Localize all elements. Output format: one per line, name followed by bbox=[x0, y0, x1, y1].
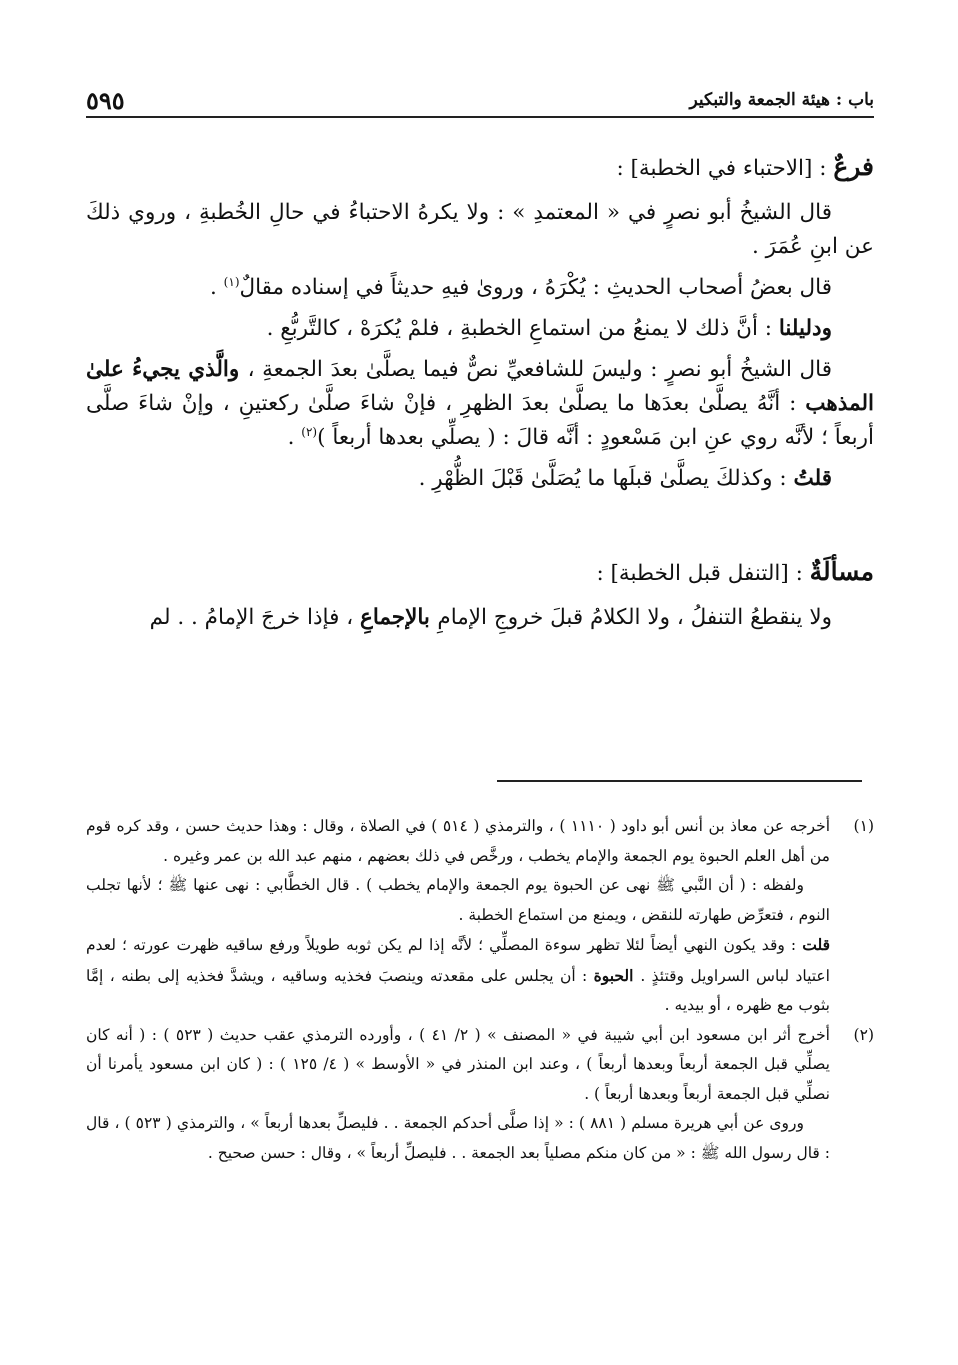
section-label-masala: مسألَةٌ bbox=[809, 557, 874, 586]
section-title: : [الاحتباء في الخطبة] : bbox=[616, 156, 834, 181]
paragraph-end: . bbox=[210, 275, 224, 300]
section-label-far: فرعٌ bbox=[833, 152, 874, 181]
footnote-text-part: : أن يجلس على مقعدته وينصبَ فخذيه وساقيه ، ويشدَّ فخذيه إلى بطنه ، إمَّا بثوب مع ظهره ، أو بيديه . bbox=[86, 966, 830, 1014]
footnote-text-part: : وقد يكون النهي أيضاً لئلا تظهر سوءة المصلِّي ؛ لأنَّه إذا لم يكن ثوبه طويلاً ورفع ساقيه ظهرت عورته ؛ لعدم اعتياد لباس السراويل وقتئذٍ . bbox=[86, 936, 830, 985]
footnote-ref-1: (١) bbox=[223, 274, 240, 289]
footnote-text: وروى عن أبي هريرة مسلم ( ٨٨١ ) : « إذا صلَّى أحدكم الجمعة . . فليصلِّ بعدها أربعاً » ، والترمذي ( ٥٢٣ ) ، قال : قال رسول الله ﷺ : « من كان منكم مصلياً بعد الجمعة . . فليصلِّ أربعاً » ، وقال : حسن صحيح . bbox=[86, 1114, 830, 1162]
footnote-number: (١) bbox=[853, 817, 874, 835]
paragraph-text-cont: : أنَّهُ يصلَّىٰ بعدَها ما يصلَّىٰ بعدَ الظهرِ ، فإنْ شاءَ صلَّىٰ ركعتينِ ، وإنْ شاءَ صلَّى أربعاً ؛ لأنَّه روي عنِ ابن مَسْعودٍ : أنَّه قالَ : ( يصلِّي بعدها أربعاً ) bbox=[86, 391, 874, 450]
footnote-2 bbox=[86, 1021, 874, 1169]
footnote-ref-2: (٢) bbox=[301, 424, 318, 439]
paragraph-qultu bbox=[86, 462, 874, 496]
bold-term-hubwa: الحبوة bbox=[593, 965, 641, 985]
section-heading-ihtiba bbox=[86, 150, 874, 186]
paragraph-hadith-scholars bbox=[86, 271, 874, 305]
paragraph-text: قال الشيخُ أبو نصرٍ : وليسَ للشافعيِّ نصٌّ فيما يصلَّىٰ بعدَ الجمعةِ ، bbox=[247, 357, 833, 382]
footnote-number: (٢) bbox=[853, 1025, 874, 1044]
footnote-text: ولفظه : ( أن النَّبي ﷺ نهى عن الحبوة يوم الجمعة والإمام يخطب ) . قال الخطَّابي : نهى عنها ﷺ ؛ لأنها تجلب النوم ، فتعرِّض طهارته للنقض ، ويمنع من استماع الخطبة . bbox=[86, 876, 830, 924]
footnote-text: أخرجه عن معاذ بن أنس أبو داود ( ١١١٠ ) ، والترمذي ( ٥١٤ ) في الصلاة ، وقال : وهذا حديث حسن ، وقد كره قوم من أهل العلم الحبوة يوم الجمعة والإمام يخطب ، ورخَّص في ذلك بعضهم ، منهم عبد الله بن عمر وغيره . bbox=[86, 817, 831, 865]
main-text bbox=[86, 150, 874, 642]
paragraph-evidence bbox=[86, 312, 874, 346]
bold-term-madhhab: والَّذي يجيءُ علىٰ المذهب bbox=[86, 357, 874, 416]
footnote-divider bbox=[497, 780, 862, 782]
paragraph-text: : أنَّ ذلك لا يمنعُ من استماعِ الخطبةِ ، فلمْ يُكرَهْ ، كالتَّربُّعِ . bbox=[266, 316, 779, 341]
paragraph-end: . bbox=[287, 425, 302, 450]
bold-term-dalil: ودليلنا bbox=[778, 316, 832, 341]
footnote-body bbox=[86, 812, 830, 1021]
page-number: ٥٩٥ bbox=[86, 85, 125, 115]
bold-term-qultu: قلت bbox=[802, 935, 830, 954]
running-header bbox=[86, 84, 874, 118]
footnote-body bbox=[86, 1021, 830, 1169]
paragraph-text: : وكذلكَ يصلَّىٰ قبلَها ما يُصَلَّىٰ قَبْلَ الظُّهْرِ . bbox=[418, 466, 794, 491]
footnote-text: أخرج أثر ابن مسعود ابن أبي شيبة في « المصنف » ( ٢/ ٤١ ) ، وأورده الترمذي عقب حديث ( ٥٢٣ ) : ( أنه كان يصلِّي قبل الجمعة أربعاً وبعدها أربعاً ) ، وعند ابن المنذر في « الأوسط » ( ٤/ ١٢٥ ) : ( كان ابن مسعود يأمرنا أن نصلِّي قبل الجمعة أربعاً وبعدها أربعاً ) . bbox=[86, 1025, 830, 1103]
section-heading-tanaffol bbox=[86, 555, 874, 591]
paragraph-text: ولا ينقطعُ التنفلُ ، ولا الكلامُ قبلَ خروجِ الإمامِ bbox=[437, 605, 832, 630]
bold-term-ijma: بالإجماعِ bbox=[360, 605, 438, 630]
paragraph-text-cont: ، فإذا خرجَ الإمامُ . . لم bbox=[149, 605, 360, 630]
paragraph-after-jumua bbox=[86, 353, 874, 455]
footnote-text bbox=[86, 930, 830, 1021]
paragraph-tanaffol bbox=[86, 601, 874, 635]
paragraph-abu-nasr: قال الشيخُ أبو نصرٍ في « المعتمدِ » : ولا يكرهُ الاحتباءُ في حالِ الخُطبةِ ، وروي ذلكَ عن ابنِ عُمَرَ . bbox=[86, 200, 874, 259]
section-gap bbox=[86, 503, 874, 555]
paragraph-text: قال بعضُ أصحاب الحديثِ : يُكْرَهُ ، وروىٰ فيهِ حديثاً في إسناده مقالٌ bbox=[239, 275, 832, 300]
footnotes bbox=[86, 812, 874, 1168]
bold-term-qultu: قلتُ bbox=[793, 466, 832, 491]
section-title: : [التنفل قبل الخطبة] : bbox=[596, 561, 810, 586]
chapter-title: باب : هيئة الجمعة والتبكير bbox=[689, 90, 874, 110]
footnote-1 bbox=[86, 812, 874, 1021]
